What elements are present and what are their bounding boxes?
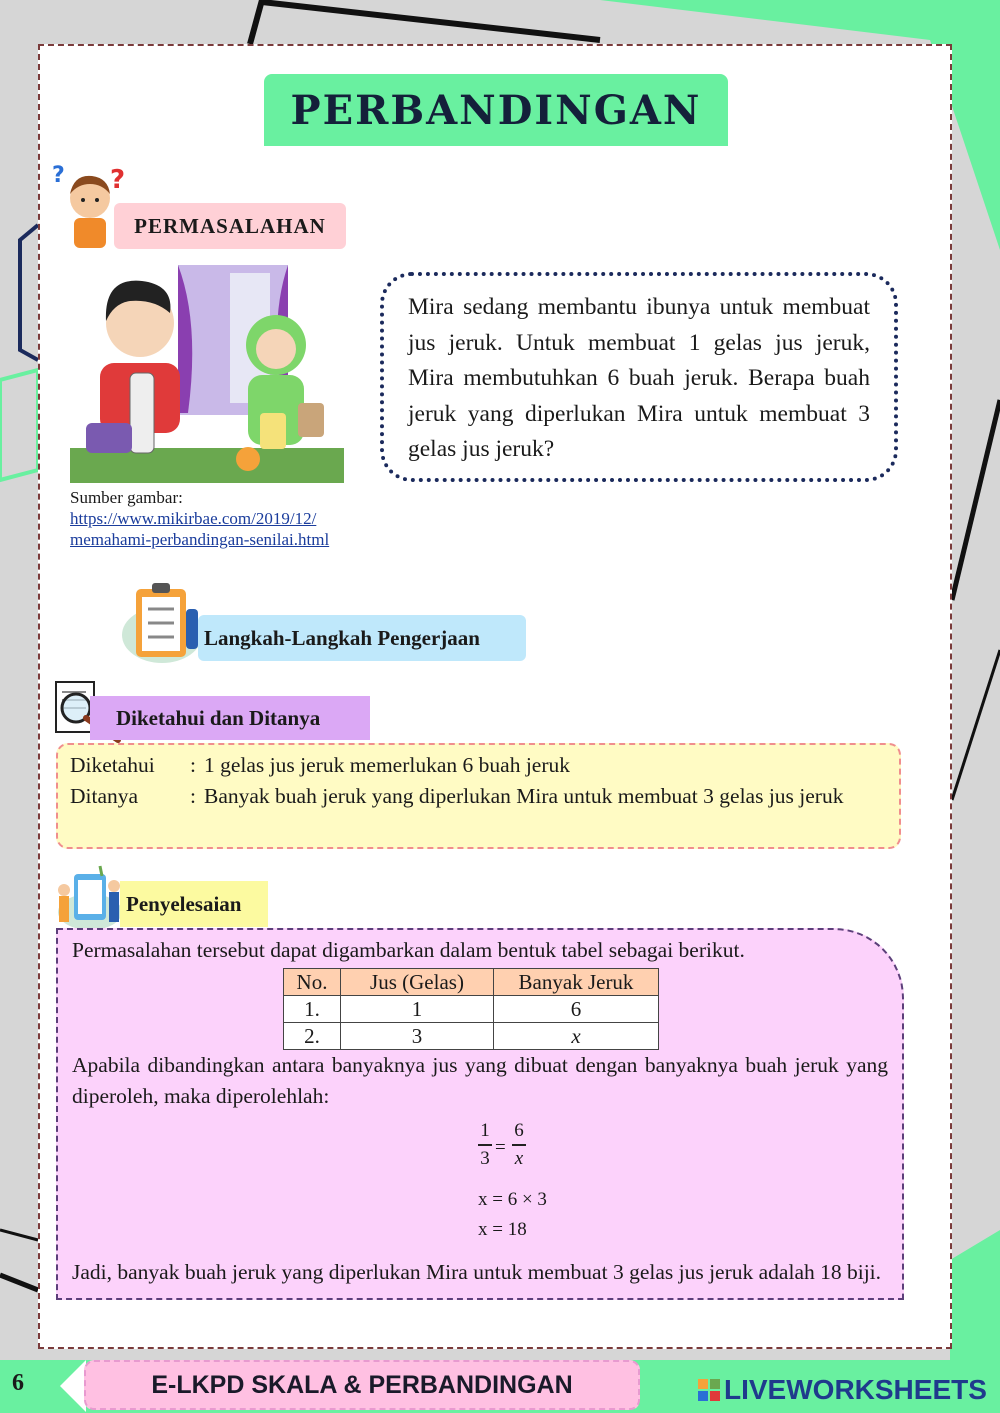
- known-asked-box: [56, 743, 901, 849]
- equation-line-3: x = 18: [478, 1219, 527, 1240]
- comparison-text: Apabila dibandingkan antara banyaknya jus yang dibuat dengan banyaknya buah jeruk yang diperoleh, maka diperolehlah:: [72, 1053, 888, 1108]
- table-cell: 2.: [284, 1023, 341, 1050]
- fraction-denominator: x: [514, 1147, 524, 1169]
- known-asked-label: Diketahui dan Ditanya: [90, 696, 370, 740]
- source-link-line-2[interactable]: memahami-perbandingan-senilai.html: [70, 530, 330, 549]
- asked-row: [70, 781, 887, 812]
- table-cell: 1: [341, 996, 494, 1023]
- solution-intro: Permasalahan tersebut dapat digambarkan dalam bentuk tabel sebagai berikut.: [72, 938, 745, 962]
- asked-colon: :: [190, 784, 196, 808]
- clipboard-icon: [116, 575, 208, 663]
- footer-title: E-LKPD SKALA & PERBANDINGAN: [84, 1360, 640, 1410]
- fraction-numerator: 1: [480, 1120, 490, 1141]
- fraction-one-third: [478, 1120, 492, 1170]
- table-header-oranges: Banyak Jeruk: [494, 969, 659, 996]
- fraction-numerator: 6: [514, 1120, 524, 1141]
- problem-text-box: [380, 272, 898, 482]
- table-header-no: No.: [284, 969, 341, 996]
- equals-sign: =: [495, 1137, 506, 1158]
- source-caption: Sumber gambar:: [70, 488, 183, 507]
- table-header-row: [284, 969, 659, 996]
- problem-label: PERMASALAHAN: [114, 203, 346, 249]
- image-source: [70, 487, 329, 550]
- source-link-line-1[interactable]: https://www.mikirbae.com/2019/12/: [70, 509, 317, 528]
- fraction-denominator: 3: [480, 1147, 490, 1169]
- page-title: PERBANDINGAN: [290, 86, 702, 134]
- table-row: [284, 1023, 659, 1050]
- solution-box: [56, 928, 904, 1300]
- liveworksheets-logo-icon: [698, 1379, 720, 1401]
- known-value: 1 gelas jus jeruk memerlukan 6 buah jeruk: [204, 753, 570, 777]
- steps-label: Langkah-Langkah Pengerjaan: [198, 615, 526, 661]
- data-table: [283, 968, 659, 1050]
- table-header-juice: Jus (Gelas): [341, 969, 494, 996]
- svg-text:?: ?: [110, 165, 126, 195]
- conclusion-text: Jadi, banyak buah jeruk yang diperlukan Mira untuk membuat 3 gelas jus jeruk adalah 18 biji.: [72, 1260, 882, 1284]
- problem-text: Mira sedang membantu ibunya untuk membuat jus jeruk. Untuk membuat 1 gelas jus jeruk, Mira membutuhkan 6 buah jeruk. Berapa buah jeruk yang diperlukan Mira untuk membuat 3 gelas jus jeruk?: [408, 294, 870, 462]
- equation-line-2: x = 6 × 3: [478, 1189, 547, 1210]
- table-cell: 3: [341, 1023, 494, 1050]
- table-cell: 6: [494, 996, 659, 1023]
- solution-label: Penyelesaian: [120, 881, 268, 927]
- asked-value: Banyak buah jeruk yang diperlukan Mira untuk membuat 3 gelas jus jeruk: [204, 784, 844, 808]
- page-number: 6: [12, 1370, 24, 1396]
- table-cell: x: [494, 1023, 659, 1050]
- math-work: [72, 1112, 888, 1257]
- page-title-box: [264, 74, 728, 146]
- svg-text:?: ?: [52, 163, 65, 188]
- asked-key: Ditanya: [70, 784, 139, 808]
- solution-people-icon: [54, 860, 126, 932]
- brand-name: LIVEWORKSHEETS: [724, 1374, 987, 1405]
- known-row: [70, 750, 887, 781]
- table-row: [284, 996, 659, 1023]
- known-colon: :: [190, 753, 196, 777]
- fraction-six-over-x: [512, 1120, 526, 1170]
- known-key: Diketahui: [70, 753, 155, 777]
- mother-daughter-illustration: [70, 263, 344, 483]
- liveworksheets-brand[interactable]: [698, 1374, 987, 1406]
- table-cell: 1.: [284, 996, 341, 1023]
